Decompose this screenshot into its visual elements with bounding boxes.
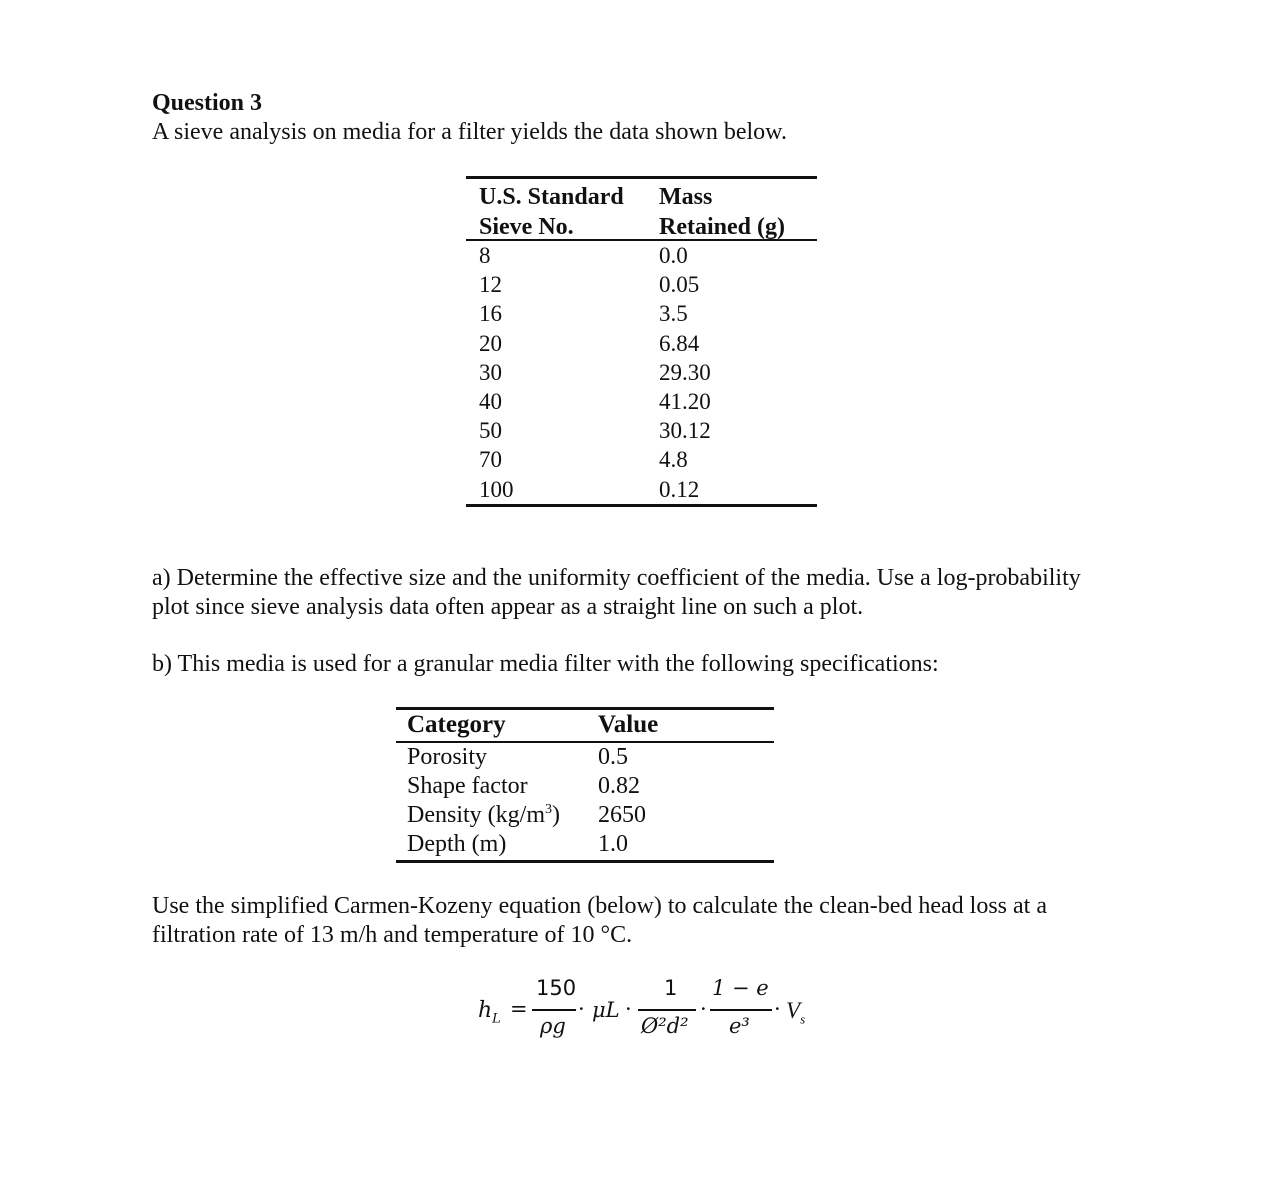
table-row: 8 0.0 (479, 243, 688, 268)
table-row: 12 0.05 (479, 272, 700, 298)
table-row: 20 6.84 (479, 330, 700, 356)
sieve-table (466, 176, 817, 507)
question-title: Question 3 (152, 90, 263, 116)
table-row: 40 41.20 (479, 388, 711, 414)
table-row: Shape factor 0.82 (407, 773, 640, 799)
eq-frac2-num: 1 (664, 976, 678, 1000)
eq-equals: = (510, 997, 528, 1021)
header-sieve-no: U.S. Standard Sieve No. (479, 184, 624, 240)
eq-dot: · (700, 997, 707, 1021)
fraction-bar (532, 1009, 576, 1011)
table-row: Depth (m) 1.0 (407, 831, 628, 857)
eq-hl: $h_L$ (478, 998, 501, 1027)
eq-frac1-den: ρg (540, 1014, 566, 1038)
eq-frac2-den: Ø²d² (641, 1014, 689, 1038)
part-a-text: a) Determine the effective size and the uniformity coefficient of the media. Use a log-probability plot since sieve analysis data often appear as a straight line on such a plot. (152, 565, 1081, 620)
eq-mu-l: μL (592, 998, 620, 1022)
fraction-bar (638, 1009, 696, 1011)
spec-table-body (396, 743, 774, 863)
fraction-bar (710, 1009, 772, 1011)
eq-frac1-num: 150 (536, 976, 577, 1000)
table-row: Porosity 0.5 (407, 744, 628, 770)
table-row: 50 30.12 (479, 418, 711, 444)
header-category: Category (407, 711, 506, 738)
eq-dot: · (625, 997, 632, 1021)
spec-table-header (396, 710, 774, 743)
eq-vs: $V_s$ (786, 998, 806, 1027)
sieve-table-body (466, 241, 817, 507)
instruction-text: Use the simplified Carmen-Kozeny equation (below) to calculate the clean-bed head loss at a filtration rate of 13 m/h and temperature of 10 °C. (152, 893, 1047, 948)
header-mass-retained: Mass Retained (g) (659, 184, 785, 240)
header-value: Value (598, 711, 659, 738)
carmen-kozeny-equation (470, 972, 830, 1052)
table-row: Density $(kg/m^3)$ 2650 (407, 802, 646, 828)
table-row: 100 0.12 (479, 476, 700, 502)
part-b-text: b) This media is used for a granular media filter with the following specifications: (152, 651, 939, 677)
eq-dot: · (578, 997, 585, 1021)
eq-frac3-den: e³ (729, 1014, 750, 1038)
eq-frac3-num: 1 − e (712, 976, 769, 1000)
spec-table (396, 707, 774, 863)
table-row: 16 3.5 (479, 301, 688, 327)
eq-dot: · (774, 997, 781, 1021)
sieve-table-header (466, 179, 817, 241)
table-row: 70 4.8 (479, 447, 688, 473)
question-intro: A sieve analysis on media for a filter yields the data shown below. (152, 119, 787, 145)
table-row: 30 29.30 (479, 359, 711, 385)
